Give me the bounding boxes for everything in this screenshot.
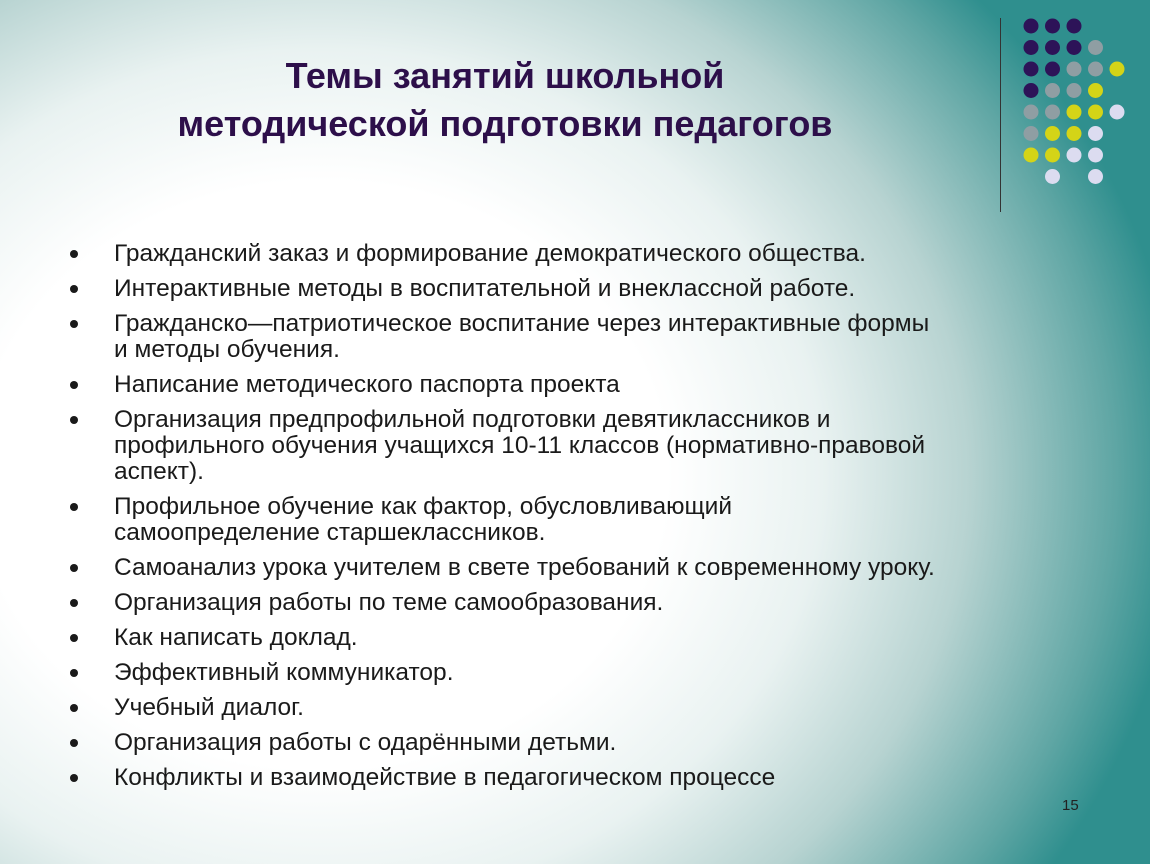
decorative-dot — [1110, 62, 1125, 77]
decorative-dot — [1045, 40, 1060, 55]
title-line-1: Темы занятий школьной — [285, 55, 725, 96]
list-item: Гражданско—патриотическое воспитание через интерактивные формы и методы обучения. — [70, 311, 1110, 363]
bullet-icon — [70, 503, 78, 511]
decorative-dot — [1067, 126, 1082, 141]
decorative-dot — [1024, 83, 1039, 98]
decorative-dot — [1045, 169, 1060, 184]
bullet-icon — [70, 416, 78, 424]
decorative-dot — [1045, 126, 1060, 141]
list-item: Организация предпрофильной подготовки девятиклассников и профильного обучения учащихся 10-11 классов (нормативно-правовой аспект). — [70, 407, 1110, 485]
decorative-dot — [1024, 105, 1039, 120]
list-item: Эффективный коммуникатор. — [70, 660, 1110, 686]
decorative-dot — [1024, 40, 1039, 55]
bullet-icon — [70, 381, 78, 389]
decorative-dot — [1088, 40, 1103, 55]
decorative-dot — [1024, 19, 1039, 34]
bullet-icon — [70, 599, 78, 607]
decorative-dot — [1045, 105, 1060, 120]
list-item: Как написать доклад. — [70, 625, 1110, 651]
page-number: 15 — [1062, 797, 1079, 814]
decorative-dot — [1110, 105, 1125, 120]
decorative-dot — [1088, 83, 1103, 98]
bullet-icon — [70, 669, 78, 677]
decorative-dot — [1067, 83, 1082, 98]
decorative-dot — [1024, 126, 1039, 141]
decorative-dot — [1067, 62, 1082, 77]
decorative-dot — [1088, 148, 1103, 163]
bullet-icon — [70, 250, 78, 258]
list-item: Организация работы с одарёнными детьми. — [70, 730, 1110, 756]
title-line-2: методической подготовки педагогов — [177, 103, 833, 144]
decorative-dot — [1024, 62, 1039, 77]
list-item: Гражданский заказ и формирование демократического общества. — [70, 241, 1110, 267]
bullet-icon — [70, 564, 78, 572]
decorative-divider — [1000, 18, 1001, 212]
bullet-icon — [70, 739, 78, 747]
decorative-dot — [1067, 148, 1082, 163]
decorative-dot — [1088, 169, 1103, 184]
decorative-dot — [1088, 126, 1103, 141]
bullet-icon — [70, 774, 78, 782]
list-item: Конфликты и взаимодействие в педагогическом процессе — [70, 765, 1110, 791]
bullet-icon — [70, 634, 78, 642]
list-item: Профильное обучение как фактор, обусловливающий самоопределение старшеклассников. — [70, 494, 1110, 546]
decorative-dot — [1088, 105, 1103, 120]
decorative-dot — [1045, 83, 1060, 98]
decorative-dot — [1088, 62, 1103, 77]
topics-list — [70, 241, 1110, 800]
decorative-dot — [1067, 40, 1082, 55]
decorative-dot — [1045, 148, 1060, 163]
list-item: Интерактивные методы в воспитательной и внеклассной работе. — [70, 276, 1110, 302]
decorative-dot — [1067, 105, 1082, 120]
list-item: Самоанализ урока учителем в свете требований к современному уроку. — [70, 555, 1110, 581]
slide-title — [60, 52, 950, 148]
decorative-dot — [1024, 148, 1039, 163]
bullet-icon — [70, 285, 78, 293]
list-item: Учебный диалог. — [70, 695, 1110, 721]
list-item: Организация работы по теме самообразования. — [70, 590, 1110, 616]
decorative-dot — [1067, 19, 1082, 34]
decorative-dot — [1045, 62, 1060, 77]
decorative-dot — [1045, 19, 1060, 34]
bullet-icon — [70, 704, 78, 712]
list-item: Написание методического паспорта проекта — [70, 372, 1110, 398]
bullet-icon — [70, 320, 78, 328]
